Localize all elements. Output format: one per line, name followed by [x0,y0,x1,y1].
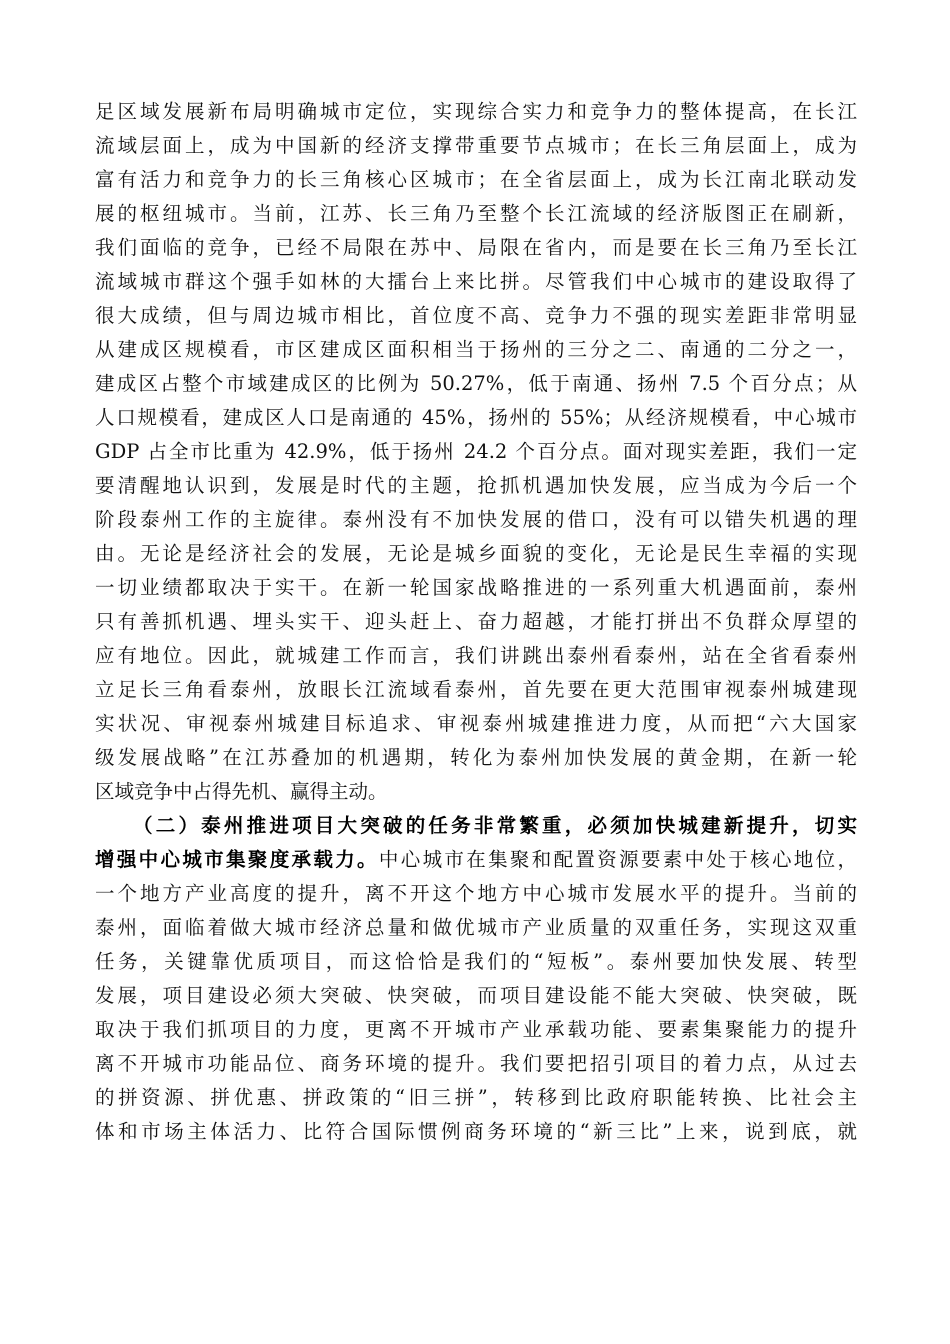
text-line: GDP 占全市比重为 42.9%，低于扬州 24.2 个百分点。面对现实差距，我们一定 [95,440,857,463]
text-line: 从建成区规模看，市区建成区面积相当于扬州的三分之二、南通的二分之一， [95,338,857,361]
text-line: 人口规模看，建成区人口是南通的 45%，扬州的 55%；从经济规模看，中心城市 [95,406,857,429]
text-line: 级发展战略”在江苏叠加的机遇期，转化为泰州加快发展的黄金期，在新一轮 [95,746,857,769]
text-line: 我们面临的竞争，已经不局限在苏中、局限在省内，而是要在长三角乃至长江 [95,236,857,259]
text-line: 建成区占整个市域建成区的比例为 50.27%，低于南通、扬州 7.5 个百分点；从 [95,372,857,395]
text-line: 一个地方产业高度的提升，离不开这个地方中心城市发展水平的提升。当前的 [95,882,857,905]
text-line: 体和市场主体活力、比符合国际惯例商务环境的“新三比”上来，说到底，就 [95,1120,857,1143]
text-line: 很大成绩，但与周边城市相比，首位度不高、竞争力不强的现实差距非常明显 [95,304,857,327]
text-line [95,843,857,877]
text-line: 泰州，面临着做大城市经济总量和做优城市产业质量的双重任务，实现这双重 [95,916,857,939]
section-heading: （二）泰州推进项目大突破的任务非常繁重，必须加快城建新提升，切实 [133,814,857,837]
text-line: 发展，项目建设必须大突破、快突破，而项目建设能不能大突破、快突破，既 [95,984,857,1007]
text-line: 离不开城市功能品位、商务环境的提升。我们要把招引项目的着力点，从过去 [95,1052,857,1075]
text-line: 任务，关键靠优质项目，而这恰恰是我们的“短板”。泰州要加快发展、转型 [95,950,857,973]
text-line: 由。无论是经济社会的发展，无论是城乡面貌的变化，无论是民生幸福的实现 [95,542,857,565]
text-line: 要清醒地认识到，发展是时代的主题，抢抓机遇加快发展，应当成为今后一个 [95,474,857,497]
section-heading-end: 增强中心城市集聚度承载力。 [95,848,379,871]
text-line: 实状况、审视泰州城建目标追求、审视泰州城建推进力度，从而把“六大国家 [95,712,857,735]
text-run: 中心城市在集聚和配置资源要素中处于核心地位， [378,848,857,871]
text-line: 流域层面上，成为中国新的经济支撑带重要节点城市；在长三角层面上，成为 [95,134,857,157]
text-line: 阶段泰州工作的主旋律。泰州没有不加快发展的借口，没有可以错失机遇的理 [95,508,857,531]
text-line: 富有活力和竞争力的长三角核心区城市；在全省层面上，成为长江南北联动发 [95,168,857,191]
text-line: 一切业绩都取决于实干。在新一轮国家战略推进的一系列重大机遇面前，泰州 [95,576,857,599]
text-line: 应有地位。因此，就城建工作而言，我们讲跳出泰州看泰州，站在全省看泰州 [95,644,857,667]
text-line: 立足长三角看泰州，放眼长江流域看泰州，首先要在更大范围审视泰州城建现 [95,678,857,701]
text-line: 区域竞争中占得先机、赢得主动。 [95,780,388,803]
text-line: 只有善抓机遇、埋头实干、迎头赶上、奋力超越，才能打拼出不负群众厚望的 [95,610,857,633]
text-line: 取决于我们抓项目的力度，更离不开城市产业承载功能、要素集聚能力的提升 [95,1018,857,1041]
text-line: 的拼资源、拼优惠、拼政策的“旧三拼”，转移到比政府职能转换、比社会主 [95,1086,857,1109]
text-line: 流域城市群这个强手如林的大擂台上来比拼。尽管我们中心城市的建设取得了 [95,270,857,293]
text-line: 展的枢纽城市。当前，江苏、长三角乃至整个长江流域的经济版图正在刷新， [95,202,857,225]
text-line: 足区域发展新布局明确城市定位，实现综合实力和竞争力的整体提高，在长江 [95,100,857,123]
